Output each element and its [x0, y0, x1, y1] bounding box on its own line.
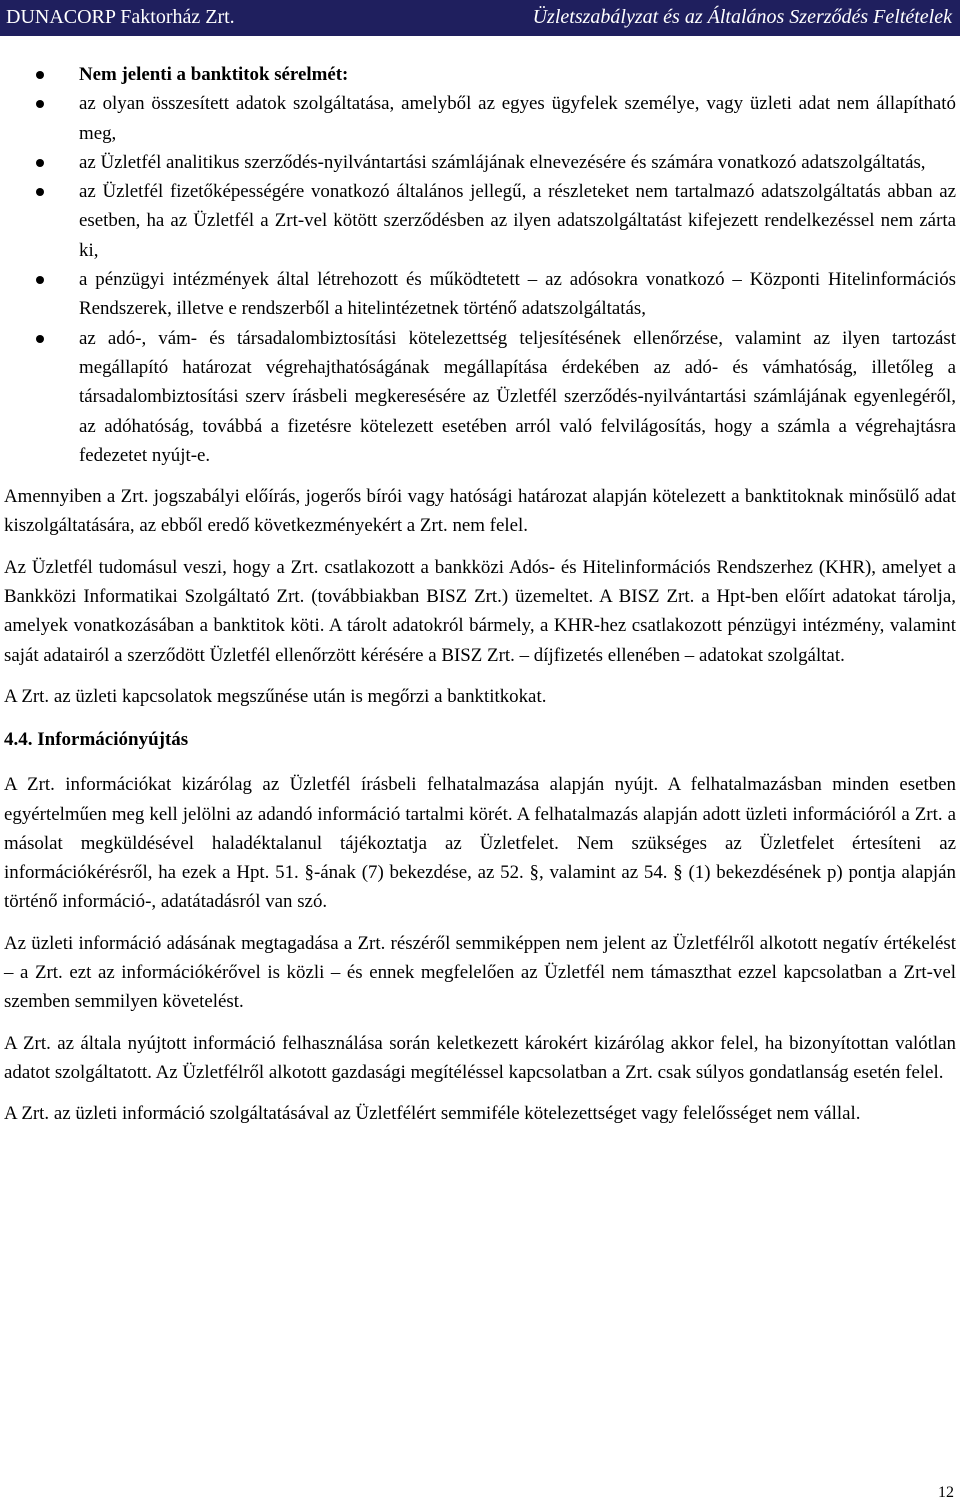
list-item: Nem jelenti a banktitok sérelmét: — [0, 60, 960, 89]
paragraph: A Zrt. információkat kizárólag az Üzletfél írásbeli felhatalmazása alapján nyújt. A felhatalmazásban minden esetben egyértelműen meg kell jelölni az adandó információ tartalmi körét. A felhatalmazás alapján adott üzleti információról a Zrt. a másolat megküldésével haladéktalanul tájékoztatja az Üzletfelet. Nem szükséges az Üzletfelet értesíteni az információkérésről, ha ezek a Hpt. 51. §-ának (7) bekezdése, az 52. §, valamint az 54. § (1) bekezdésének p) pontja alapján történő információ-, adatátadásról van szó. — [4, 774, 956, 913]
list-item: az olyan összesített adatok szolgáltatása, amelyből az egyes ügyfelek személye, vagy üzleti adat nem állapítható meg, — [0, 89, 960, 148]
section-heading: 4.4. Információnyújtás — [4, 729, 189, 751]
paragraph: Az Üzletfél tudomásul veszi, hogy a Zrt. csatlakozott a bankközi Adós- és Hitelinformációs Rendszerhez (KHR), amelyet a Bankközi Informatikai Szolgáltató Zrt. (továbbiakban BISZ Zrt.) üzemeltet. A BISZ Zrt. a Hpt-ben előírt adatokat tárolja, amelyek vonatkozásában a banktitok köti. A tárolt adatokról bármely, a KHR-hez csatlakozott pénzügyi intézmény, valamint saját adatairól a szerződött Üzletfél ellenőrzött kérésére a BISZ Zrt. – díjfizetés ellenében – adatokat szolgáltat. — [4, 556, 956, 666]
list-item: a pénzügyi intézmények által létrehozott és működtetett – az adósokra vonatkozó – Központi Hitelinformációs Rendszerek, illetve e rendszerből a hitelintézetnek történő adatszolgáltatás, — [0, 265, 960, 324]
bullet-icon — [36, 71, 44, 79]
banking-secret-exceptions-list — [0, 60, 960, 470]
list-item: az Üzletfél fizetőképességére vonatkozó általános jellegű, a részleteket nem tartalmazó adatszolgáltatás abban az esetben, ha az Üzletfél a Zrt-vel kötött szerződésben az ilyen adatszolgáltatást kifejezett rendelkezéssel nem zárta ki, — [0, 177, 960, 265]
list-item: az Üzletfél analitikus szerződés-nyilvántartási számlájának elnevezésére és számára vonatkozó adatszolgáltatás, — [0, 148, 960, 177]
bullet-icon — [36, 276, 44, 284]
bullet-icon — [36, 159, 44, 167]
bullet-icon — [36, 335, 44, 343]
paragraph: Az üzleti információ adásának megtagadása a Zrt. részéről semmiképpen nem jelent az Üzletfélről alkotott negatív értékelést – a Zrt. ezt az információkérővel is közli – és ennek megfelelően az Üzletfél nem támaszthat ezzel kapcsolatban a Zrt-vel szemben semmilyen követelést. — [4, 932, 956, 1013]
company-name: DUNACORP Faktorház Zrt. — [6, 6, 235, 28]
list-item: az adó-, vám- és társadalombiztosítási kötelezettség teljesítésének ellenőrzése, valamint az ilyen tartozást megállapító határozat végrehajthatóságának megállapítása érdekében az adó- és vámhatóság, illetőleg a társadalombiztosítási szerv írásbeli megkeresésére az Üzletfél szerződés-nyilvántartási számlájának egyenlegéről, az adóhatóság, továbbá a fizetésre kötelezett esetében arról való felvilágosítás, hogy a számla a végrehajtásra fedezetet nyújt-e. — [0, 324, 960, 470]
document-title: Üzletszabályzat és az Általános Szerződés Feltételek — [532, 6, 952, 28]
bullet-icon — [36, 100, 44, 108]
paragraph: A Zrt. az üzleti kapcsolatok megszűnése után is megőrzi a banktitkokat. — [4, 685, 547, 707]
bullet-icon — [36, 188, 44, 196]
paragraph: A Zrt. az általa nyújtott információ felhasználása során keletkezett károkért kizárólag akkor felel, ha bizonyítottan valótlan adatot szolgáltatott. Az Üzletfélről alkotott gazdasági megítéléssel kapcsolatban a Zrt. csak súlyos gondatlanság esetén felel. — [4, 1032, 956, 1083]
document-body — [0, 60, 960, 1129]
page-header — [0, 0, 960, 36]
paragraph: A Zrt. az üzleti információ szolgáltatásával az Üzletfélért semmiféle kötelezettséget vagy felelősséget nem vállal. — [4, 1103, 861, 1125]
paragraph: Amennyiben a Zrt. jogszabályi előírás, jogerős bírói vagy hatósági határozat alapján kötelezett a banktitoknak minősülő adat kiszolgáltatására, az ebből eredő következményekért a Zrt. nem felel. — [4, 486, 956, 537]
page-number: 12 — [938, 1484, 954, 1501]
